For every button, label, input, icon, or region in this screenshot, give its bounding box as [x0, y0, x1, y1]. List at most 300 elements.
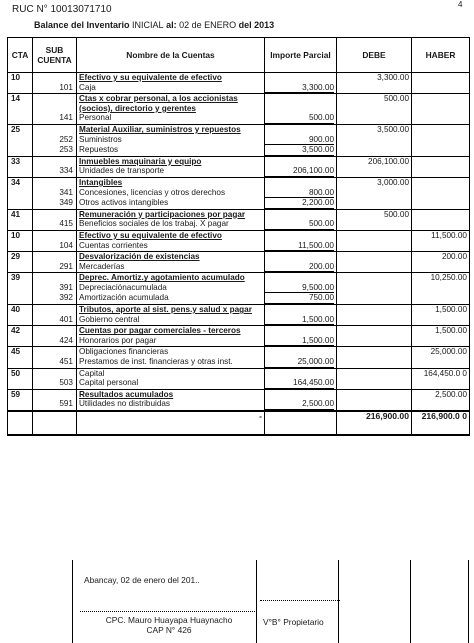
account-heading: Ctas x cobrar personal, a los accionistas (socios), directorio y gerentes: [79, 94, 238, 113]
account-code: [8, 135, 33, 146]
parcial-amount: [265, 83, 337, 94]
subaccount-label: Gobierno central: [79, 314, 140, 324]
parcial-amount: [265, 198, 337, 209]
subaccount-code: [33, 156, 77, 166]
account-code: [8, 336, 33, 347]
account-row: [8, 347, 470, 357]
divider: [338, 560, 339, 643]
haber-amount: [412, 293, 470, 304]
subaccount-name: [77, 315, 265, 326]
haber-amount: 164,450.0 0: [412, 368, 470, 378]
account-code: 29: [8, 252, 33, 262]
subaccount-name: [77, 135, 265, 146]
subaccount-label: Capital personal: [79, 378, 139, 388]
account-heading: Efectivo y su equivalente de efectivo: [79, 73, 222, 82]
haber-amount: [412, 209, 470, 219]
subaccount-label: Suministros: [79, 134, 122, 144]
parcial-amount: [265, 368, 337, 378]
account-code: 33: [8, 156, 33, 166]
account-heading: Desvalorización de existencias: [79, 252, 200, 262]
account-row: [8, 73, 470, 83]
subaccount-row: [8, 336, 470, 347]
parcial-amount: [265, 73, 337, 83]
account-heading: Capital: [79, 368, 105, 378]
haber-amount: 11,500.00: [412, 230, 470, 240]
account-code: 10: [8, 230, 33, 240]
account-code: [8, 378, 33, 389]
subaccount-code: [33, 230, 77, 240]
subaccount-name: [77, 241, 265, 252]
title-part: 02 de ENERO: [176, 20, 239, 30]
subaccount-code: [33, 347, 77, 357]
header-row: [8, 38, 470, 73]
balance-sheet: [7, 37, 469, 643]
subaccount-row: [8, 188, 470, 199]
subaccount-code: 104: [33, 241, 77, 252]
parcial-amount: [265, 293, 337, 304]
parcial-amount: [265, 145, 337, 156]
account-name: [77, 273, 265, 283]
subaccount-label: Mercaderías: [79, 261, 125, 271]
title-part: Balance del Inventario: [34, 20, 133, 30]
subaccount-code: 451: [33, 357, 77, 368]
account-name: [77, 368, 265, 378]
subaccount-row: [8, 83, 470, 94]
parcial-amount: [265, 219, 337, 230]
debe-amount: [337, 357, 412, 368]
subaccount-code: [33, 73, 77, 83]
account-heading: Resultados acumulados: [79, 389, 174, 399]
divider: [72, 560, 73, 643]
subaccount-name: [77, 293, 265, 304]
debe-amount: [337, 241, 412, 252]
parcial-amount: [265, 378, 337, 389]
divider: [410, 560, 411, 643]
debe-amount: [337, 336, 412, 347]
subaccount-code: 424: [33, 336, 77, 347]
debe-amount: [337, 347, 412, 357]
parcial-amount: [265, 399, 337, 411]
account-name: [77, 326, 265, 336]
subaccount-code: [33, 368, 77, 378]
haber-amount: 2,500.00: [412, 389, 470, 399]
account-name: [77, 73, 265, 83]
subaccount-code: 291: [33, 262, 77, 273]
account-code: [8, 357, 33, 368]
account-heading: Tributos, aporte al sist. pens.y salud x pagar: [79, 305, 252, 315]
parcial-amount: [265, 124, 337, 134]
subaccount-name: [77, 262, 265, 273]
account-code: [8, 198, 33, 209]
debe-amount: [337, 399, 412, 411]
subaccount-code: 101: [33, 83, 77, 94]
col-haber: HABER: [412, 38, 470, 73]
totals-spacer: [265, 411, 337, 435]
subaccount-label: Cuentas corrientes: [79, 240, 148, 250]
debe-amount: 3,300.00: [337, 73, 412, 83]
debe-amount: [337, 188, 412, 199]
subaccount-row: [8, 357, 470, 368]
account-name: [77, 230, 265, 240]
haber-amount: [412, 241, 470, 252]
account-row: [8, 177, 470, 187]
account-name: [77, 389, 265, 399]
parcial-amount: [265, 389, 337, 399]
parcial-amount: [265, 241, 337, 252]
account-heading: Efectivo y su equivalente de efectivo: [79, 230, 222, 240]
parcial-amount: [265, 326, 337, 336]
account-row: [8, 209, 470, 219]
haber-amount: [412, 399, 470, 411]
debe-amount: [337, 145, 412, 156]
debe-amount: [337, 83, 412, 94]
account-row: [8, 326, 470, 336]
totals-dash: -: [77, 411, 265, 435]
subaccount-label: Prestamos de inst. financieras y otras inst.: [79, 357, 233, 367]
account-code: [8, 315, 33, 326]
account-code: 10: [8, 73, 33, 83]
parcial-value: 200.00: [265, 262, 334, 273]
parcial-value: 1,500.00: [265, 315, 334, 326]
debe-amount: [337, 389, 412, 399]
parcial-amount: [265, 347, 337, 357]
subaccount-code: 591: [33, 399, 77, 411]
account-heading: Cuentas por pagar comerciales - terceros: [79, 326, 241, 336]
account-code: [8, 113, 33, 124]
subaccount-name: [77, 113, 265, 124]
debe-amount: 500.00: [337, 94, 412, 114]
parcial-amount: [265, 252, 337, 262]
subaccount-name: [77, 283, 265, 294]
subaccount-name: [77, 399, 265, 411]
parcial-value: 164,450.00: [265, 378, 334, 389]
account-code: [8, 241, 33, 252]
parcial-value: 750.00: [265, 293, 334, 304]
divider: [256, 560, 257, 643]
totals-row: [8, 411, 470, 435]
haber-amount: [412, 177, 470, 187]
account-code: [8, 262, 33, 273]
account-row: [8, 389, 470, 399]
account-code: 25: [8, 124, 33, 134]
parcial-value: 2,200.00: [265, 198, 334, 209]
parcial-amount: [265, 262, 337, 273]
subaccount-code: 415: [33, 219, 77, 230]
account-heading: Intangibles: [79, 177, 123, 187]
total-debe: 216,900.00: [337, 411, 412, 435]
date-line: Abancay, 02 de enero del 201..: [84, 575, 200, 585]
parcial-amount: [265, 315, 337, 326]
account-row: [8, 230, 470, 240]
subaccount-code: 334: [33, 166, 77, 177]
haber-amount: [412, 94, 470, 114]
subaccount-name: [77, 357, 265, 368]
parcial-value: 800.00: [265, 188, 334, 199]
subaccount-code: [33, 305, 77, 315]
parcial-amount: [265, 230, 337, 240]
debe-amount: [337, 113, 412, 124]
account-code: [8, 219, 33, 230]
balance-table: [7, 37, 470, 436]
haber-amount: 200.00: [412, 252, 470, 262]
subaccount-code: 349: [33, 198, 77, 209]
subaccount-label: Otros activos intangibles: [79, 198, 169, 208]
subaccount-row: [8, 378, 470, 389]
debe-amount: 206,100.00: [337, 156, 412, 166]
account-code: [8, 166, 33, 177]
parcial-amount: [265, 273, 337, 283]
total-haber: 216,900.0 0: [412, 411, 470, 435]
account-code: [8, 83, 33, 94]
debe-amount: [337, 135, 412, 146]
totals-spacer: [33, 411, 77, 435]
debe-amount: 3,000.00: [337, 177, 412, 187]
parcial-value: 9,500.00: [265, 283, 334, 294]
debe-amount: [337, 326, 412, 336]
accountant-signature: [84, 615, 254, 635]
col-sub: SUB CUENTA: [33, 38, 77, 73]
haber-amount: [412, 378, 470, 389]
debe-amount: [337, 368, 412, 378]
owner-approval: V°B° Propietario: [263, 617, 324, 627]
account-code: 14: [8, 94, 33, 114]
debe-amount: [337, 293, 412, 304]
debe-amount: [337, 262, 412, 273]
account-heading: Obligaciones financieras: [79, 347, 169, 357]
account-name: [77, 177, 265, 187]
debe-amount: [337, 198, 412, 209]
debe-amount: [337, 252, 412, 262]
account-heading: Deprec. Amortiz.y agotamiento acumulado: [79, 273, 245, 283]
subaccount-row: [8, 241, 470, 252]
haber-amount: 1,500.00: [412, 305, 470, 315]
subaccount-name: [77, 188, 265, 199]
debe-amount: [337, 273, 412, 283]
subaccount-label: Amortización acumulada: [79, 293, 169, 303]
account-code: 45: [8, 347, 33, 357]
haber-amount: [412, 113, 470, 124]
title-part: INICIAL: [132, 20, 164, 30]
parcial-value: 1,500.00: [265, 336, 334, 347]
subaccount-code: [33, 252, 77, 262]
account-heading: Material Auxiliar, suministros y repuestos: [79, 124, 241, 134]
debe-amount: 3,500.00: [337, 124, 412, 134]
parcial-value: 900.00: [265, 135, 334, 146]
subaccount-label: Caja: [79, 82, 96, 92]
haber-amount: [412, 219, 470, 230]
parcial-value: 3,300.00: [265, 83, 334, 94]
subaccount-name: [77, 166, 265, 177]
debe-amount: 500.00: [337, 209, 412, 219]
subaccount-row: [8, 198, 470, 209]
haber-amount: 25,000.00: [412, 347, 470, 357]
col-name: Nombre de la Cuentas: [77, 38, 265, 73]
account-code: [8, 283, 33, 294]
subaccount-row: [8, 166, 470, 177]
account-row: [8, 273, 470, 283]
parcial-value: 2,500.00: [265, 399, 334, 410]
subaccount-code: [33, 124, 77, 134]
subaccount-row: [8, 293, 470, 304]
subaccount-row: [8, 113, 470, 124]
parcial-value: 11,500.00: [265, 241, 334, 252]
subaccount-row: [8, 283, 470, 294]
title-part: al:: [163, 20, 177, 30]
totals-spacer: [8, 411, 33, 435]
account-code: [8, 293, 33, 304]
subaccount-code: [33, 273, 77, 283]
subaccount-row: [8, 315, 470, 326]
subaccount-code: [33, 389, 77, 399]
account-code: 59: [8, 389, 33, 399]
subaccount-name: [77, 145, 265, 156]
subaccount-name: [77, 198, 265, 209]
account-name: [77, 252, 265, 262]
haber-amount: [412, 83, 470, 94]
parcial-value: 3,500.00: [265, 145, 334, 156]
haber-amount: [412, 124, 470, 134]
debe-amount: [337, 219, 412, 230]
subaccount-code: [33, 209, 77, 219]
subaccount-code: 253: [33, 145, 77, 156]
account-code: 50: [8, 368, 33, 378]
document-title: [34, 20, 274, 30]
debe-amount: [337, 166, 412, 177]
col-parcial: Importe Parcial: [265, 38, 337, 73]
parcial-value: 500.00: [265, 113, 334, 124]
haber-amount: 10,250.00: [412, 273, 470, 283]
debe-amount: [337, 305, 412, 315]
account-heading: Inmuebles maquinaria y equipo: [79, 156, 202, 166]
ruc-number: RUC N° 10013071710: [12, 4, 112, 15]
parcial-value: 500.00: [265, 219, 334, 230]
haber-amount: [412, 315, 470, 326]
account-name: [77, 305, 265, 315]
subaccount-row: [8, 219, 470, 230]
debe-amount: [337, 283, 412, 294]
account-heading: Remuneración y participaciones por pagar: [79, 209, 246, 219]
account-code: [8, 399, 33, 411]
haber-amount: 1,500.00: [412, 326, 470, 336]
debe-amount: [337, 315, 412, 326]
account-code: [8, 145, 33, 156]
account-code: 41: [8, 209, 33, 219]
title-part: del 2013: [238, 20, 275, 30]
subaccount-name: [77, 336, 265, 347]
parcial-amount: [265, 283, 337, 294]
haber-amount: [412, 156, 470, 166]
subaccount-code: 391: [33, 283, 77, 294]
account-row: [8, 94, 470, 114]
debe-amount: [337, 378, 412, 389]
subaccount-row: [8, 135, 470, 146]
col-cta: CTA: [8, 38, 33, 73]
signer-name: CPC. Mauro Huayapa Huaynacho: [105, 615, 233, 625]
subaccount-code: [33, 177, 77, 187]
account-name: [77, 94, 265, 114]
signature-line: [80, 611, 255, 612]
haber-amount: [412, 73, 470, 83]
subaccount-label: Personal: [79, 113, 112, 123]
subaccount-label: Unidades de transporte: [79, 166, 165, 176]
parcial-amount: [265, 177, 337, 187]
parcial-amount: [265, 166, 337, 177]
haber-amount: [412, 135, 470, 146]
subaccount-code: 141: [33, 113, 77, 124]
account-row: [8, 124, 470, 134]
account-row: [8, 368, 470, 378]
subaccount-name: [77, 83, 265, 94]
subaccount-label: Depreciaciónacumulada: [79, 282, 167, 292]
parcial-amount: [265, 135, 337, 146]
account-code: [8, 188, 33, 199]
haber-amount: [412, 283, 470, 294]
haber-amount: [412, 198, 470, 209]
subaccount-row: [8, 145, 470, 156]
account-row: [8, 156, 470, 166]
subaccount-code: 392: [33, 293, 77, 304]
table-body: [8, 73, 470, 436]
account-code: 34: [8, 177, 33, 187]
parcial-amount: [265, 156, 337, 166]
account-row: [8, 305, 470, 315]
account-name: [77, 209, 265, 219]
parcial-amount: [265, 357, 337, 368]
parcial-amount: [265, 113, 337, 124]
account-code: 39: [8, 273, 33, 283]
col-debe: DEBE: [337, 38, 412, 73]
subaccount-row: [8, 399, 470, 411]
haber-amount: [412, 166, 470, 177]
subaccount-label: Beneficios sociales de los trabaj. X pagar: [79, 219, 229, 229]
haber-amount: [412, 145, 470, 156]
haber-amount: [412, 357, 470, 368]
parcial-value: 25,000.00: [265, 357, 334, 368]
account-name: [77, 347, 265, 357]
subaccount-label: Concesiones, licencias y otros derechos: [79, 187, 226, 197]
parcial-amount: [265, 336, 337, 347]
subaccount-code: 401: [33, 315, 77, 326]
haber-amount: [412, 262, 470, 273]
subaccount-label: Utilidades no distribuidas: [79, 399, 171, 409]
haber-amount: [412, 188, 470, 199]
subaccount-name: [77, 378, 265, 389]
subaccount-label: Honorarios por pagar: [79, 335, 157, 345]
haber-amount: [412, 336, 470, 347]
signer-cap: CAP N° 426: [146, 625, 192, 635]
divider: [468, 560, 469, 643]
subaccount-code: 341: [33, 188, 77, 199]
page-mark: 4: [458, 0, 463, 9]
parcial-amount: [265, 305, 337, 315]
parcial-amount: [265, 209, 337, 219]
account-code: 40: [8, 305, 33, 315]
subaccount-code: 252: [33, 135, 77, 146]
account-name: [77, 124, 265, 134]
account-row: [8, 252, 470, 262]
signature-line: [260, 600, 340, 601]
subaccount-code: [33, 94, 77, 114]
debe-amount: [337, 230, 412, 240]
subaccount-code: [33, 326, 77, 336]
subaccount-row: [8, 262, 470, 273]
parcial-value: 206,100.00: [265, 166, 334, 177]
subaccount-name: [77, 219, 265, 230]
subaccount-label: Repuestos: [79, 145, 119, 155]
account-code: 42: [8, 326, 33, 336]
parcial-amount: [265, 94, 337, 114]
parcial-amount: [265, 188, 337, 199]
